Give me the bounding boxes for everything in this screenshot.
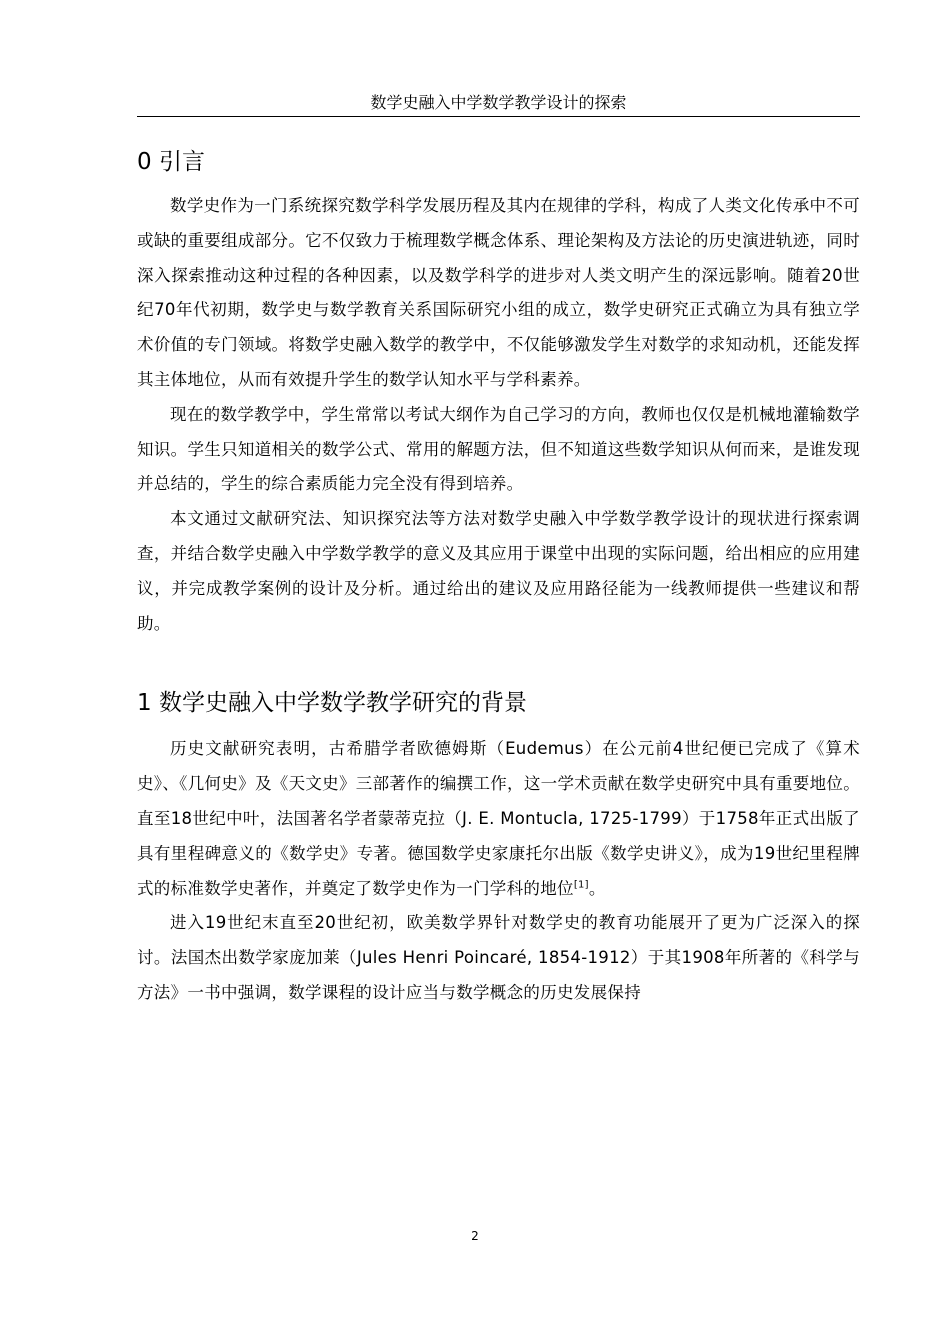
paragraph: 数学史作为一门系统探究数学科学发展历程及其内在规律的学科，构成了人类文化传承中不可或缺的重要组成部分。它不仅致力于梳理数学概念体系、理论架构及方法论的历史演进轨迹，同时深入探索推动这种过程的各种因素，以及数学科学的进步对人类文明产生的深远影响。随着20世纪70年代初期，数学史与数学教育关系国际研究小组的成立，数学史研究正式确立为具有独立学术价值的专门领域。将数学史融入数学的教学中，不仅能够激发学生对数学的求知动机，还能发挥其主体地位，从而有效提升学生的数学认知水平与学科素养。: [137, 196, 860, 389]
paragraph-text: 历史文献研究表明，古希腊学者欧德姆斯（Eudemus）在公元前4世纪便已完成了《算术史》、《几何史》及《天文史》三部著作的编撰工作，这一学术贡献在数学史研究中具有重要地位。直至18世纪中叶，法国著名学者蒙蒂克拉（J. E. Montucla, 1725-1799）于1758年正式出版了具有里程碑意义的《数学史》专著。德国数学史家康托尔出版《数学史讲义》，成为19世纪里程牌式的标准数学史著作，并奠定了数学史作为一门学科的地位: [137, 739, 860, 898]
page-number: 2: [471, 1229, 479, 1243]
paragraph: 现在的数学教学中，学生常常以考试大纲作为自己学习的方向，教师也仅仅是机械地灌输数学知识。学生只知道相关的数学公式、常用的解题方法，但不知道这些数学知识从何而来，是谁发现并总结的，学生的综合素质能力完全没有得到培养。: [137, 404, 860, 494]
section-heading-background: 1 数学史融入中学数学教学研究的背景: [137, 690, 527, 717]
paragraph: 本文通过文献研究法、知识探究法等方法对数学史融入中学数学教学设计的现状进行探索调查，并结合数学史融入中学数学教学的意义及其应用于课堂中出现的实际问题，给出相应的应用建议，并完成教学案例的设计及分析。通过给出的建议及应用路径能为一线教师提供一些建议和帮助。: [137, 509, 860, 633]
paragraph: [137, 732, 860, 906]
page-body: [137, 142, 860, 1011]
running-header: 数学史融入中学数学教学设计的探索: [137, 90, 860, 117]
paragraph-text-end: 。: [588, 878, 606, 898]
section-heading-introduction: 0 引言: [137, 149, 205, 175]
paragraph: 进入19世纪末直至20世纪初，欧美数学界针对数学史的教育功能展开了更为广泛深入的探讨。法国杰出数学家庞加莱（Jules Henri Poincaré, 1854-1912）于其1908年所著的《科学与方法》一书中强调，数学课程的设计应当与数学概念的历史发展保持: [137, 913, 860, 1002]
citation-reference[interactable]: [1]: [573, 879, 589, 891]
